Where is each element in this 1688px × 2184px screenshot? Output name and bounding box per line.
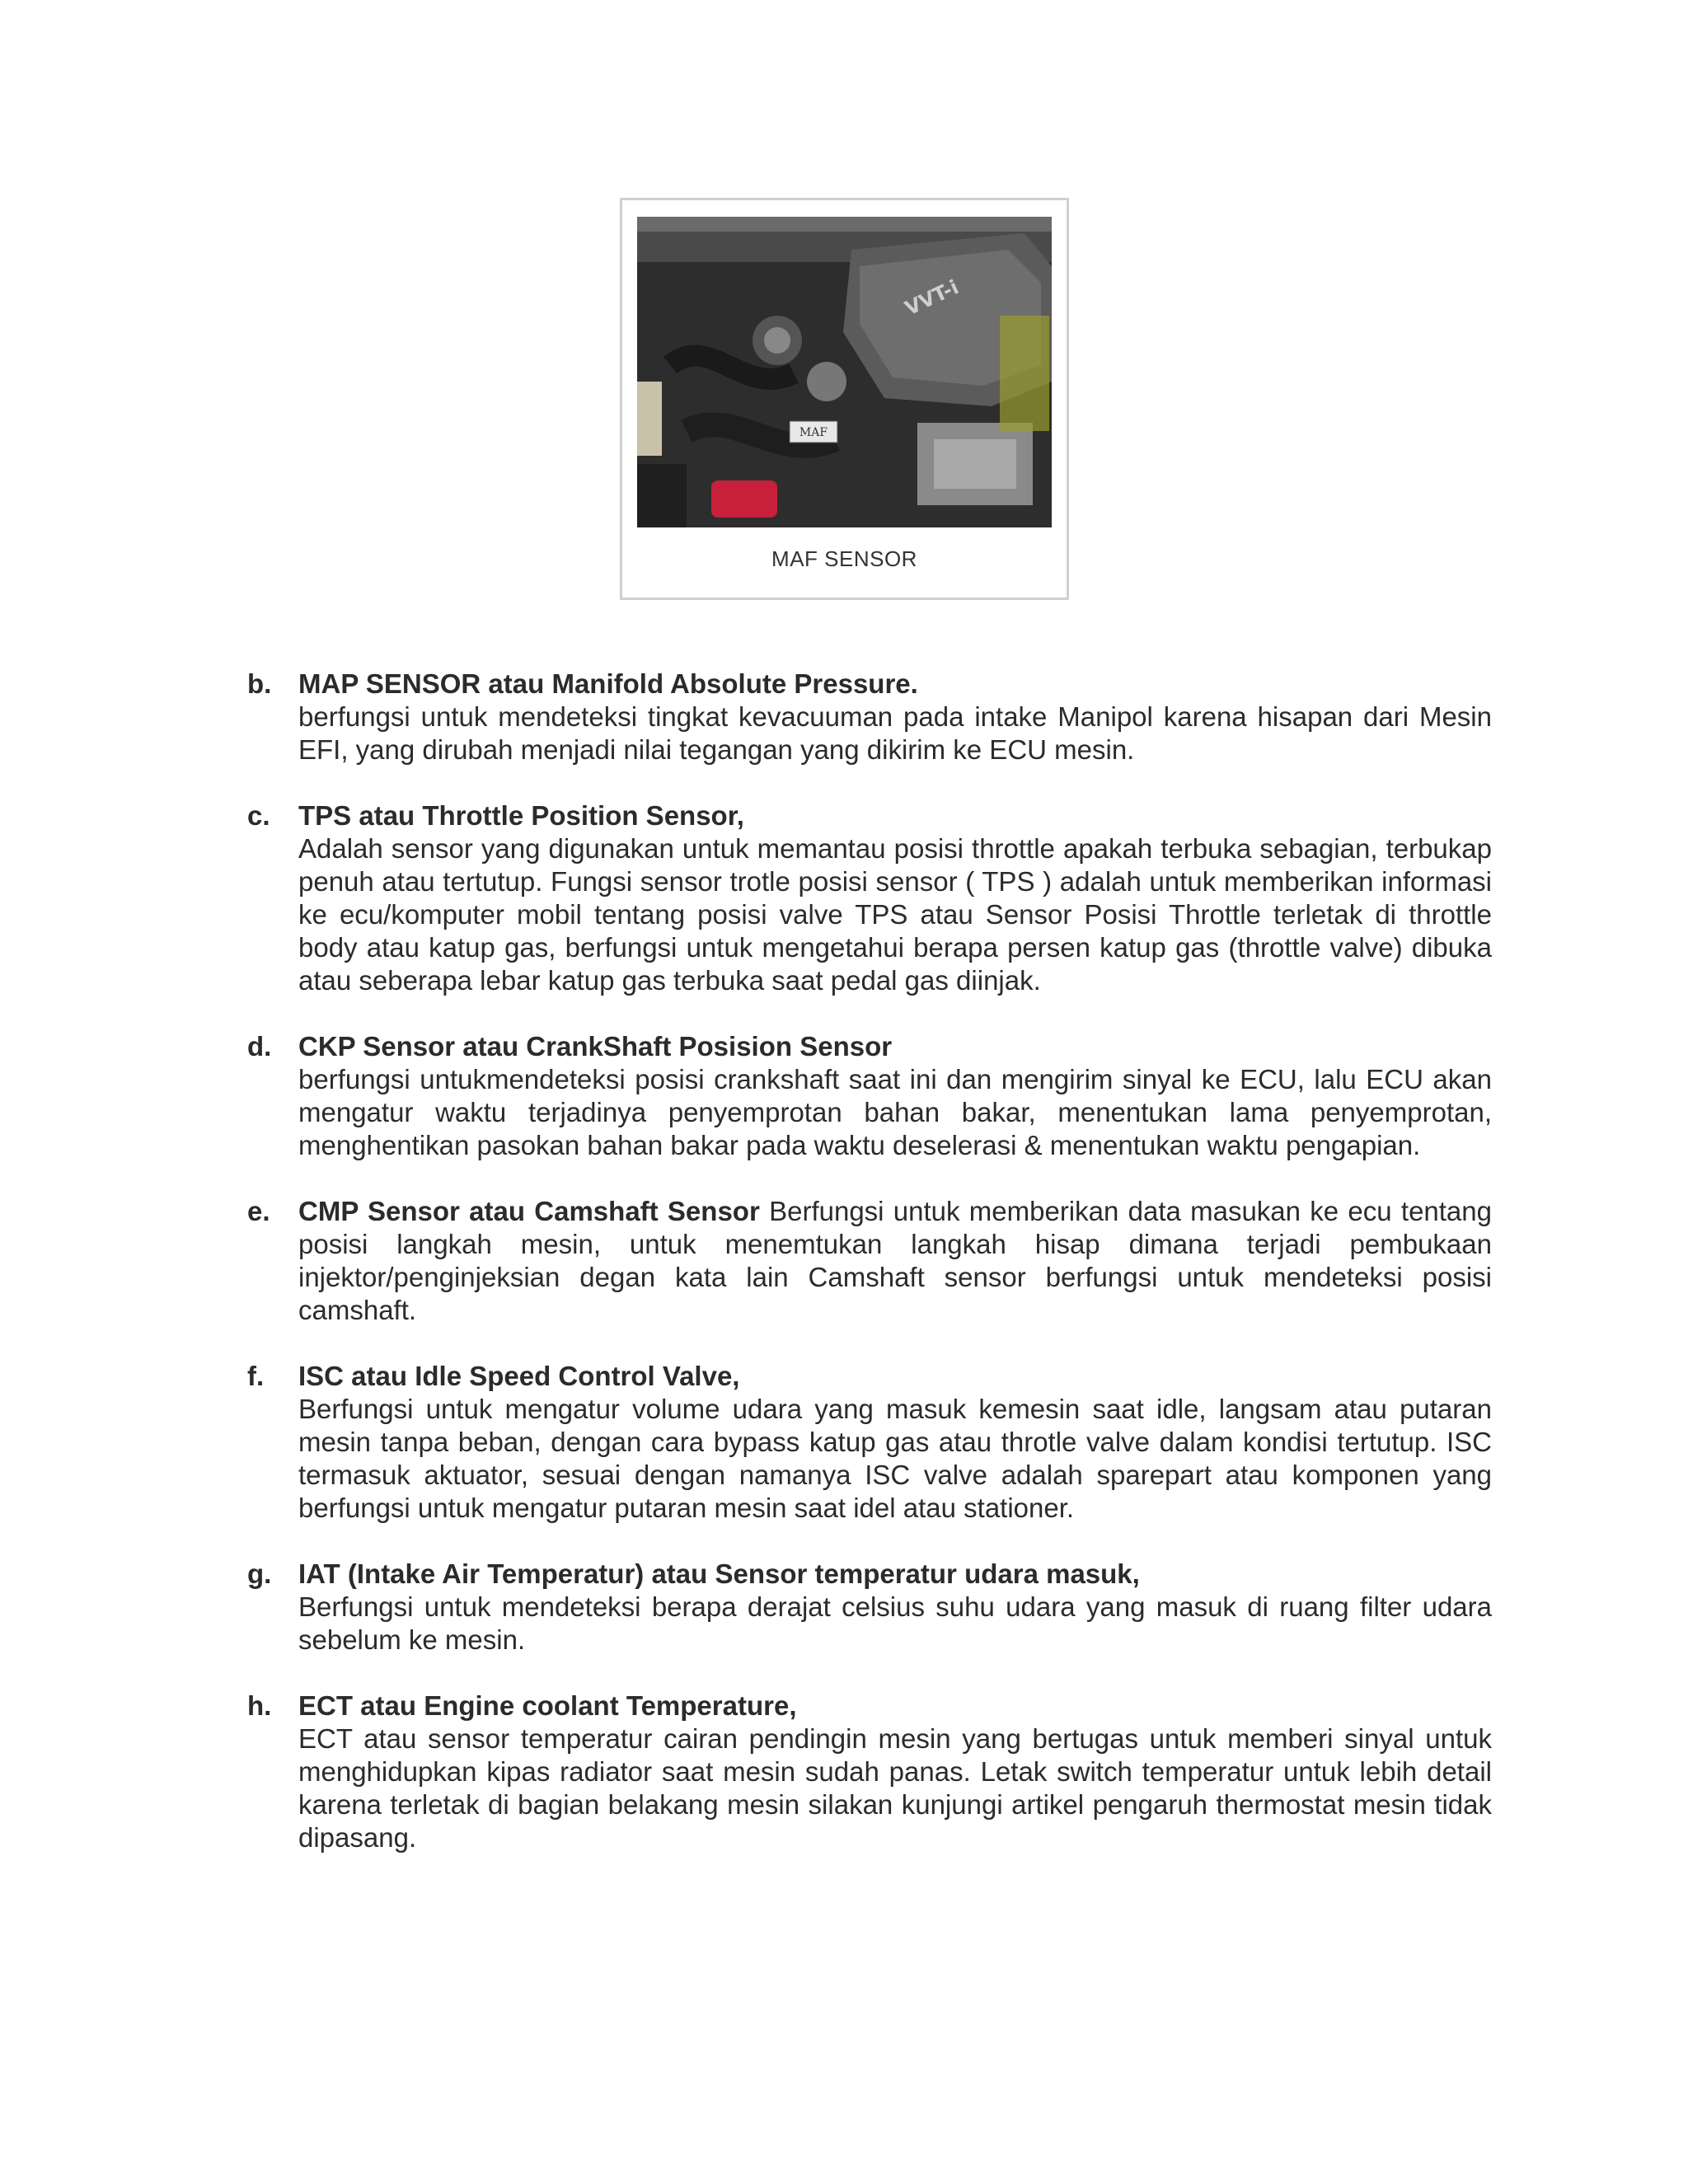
item-heading: CMP Sensor atau Camshaft Sensor [298, 1196, 760, 1226]
maf-sensor-photo [637, 217, 1052, 527]
item-letter: f. [247, 1361, 265, 1391]
item-letter: c. [247, 800, 270, 831]
photo-maf-label: MAF [799, 426, 828, 439]
item-heading: IAT (Intake Air Temperatur) atau Sensor temperatur udara masuk, [298, 1558, 1140, 1589]
list-item-ckp-sensor [247, 1030, 1492, 1162]
item-letter: b. [247, 668, 272, 699]
item-heading: ECT atau Engine coolant Temperature, [298, 1690, 797, 1721]
item-heading: CKP Sensor atau CrankShaft Posision Sensor [298, 1031, 893, 1062]
item-text [298, 1195, 1492, 1327]
list-item-cmp-sensor [247, 1195, 1492, 1327]
item-letter: h. [247, 1690, 272, 1721]
item-letter: e. [247, 1196, 270, 1226]
item-body: ECT atau sensor temperatur cairan pendingin mesin yang bertugas untuk memberi sinyal untuk menghidupkan kipas radiator saat mesin sudah panas. Letak switch temperatur untuk lebih detail karena terletak di bagian belakang mesin silakan kunjungi artikel pengaruh thermostat mesin tidak dipasang. [298, 1723, 1492, 1853]
list-item-iat-sensor [247, 1558, 1492, 1657]
item-heading: ISC atau Idle Speed Control Valve, [298, 1361, 740, 1391]
item-heading: MAP SENSOR atau Manifold Absolute Pressure. [298, 668, 918, 699]
figure-frame [620, 198, 1069, 600]
item-body: Adalah sensor yang digunakan untuk memantau posisi throttle apakah terbuka sebagian, terbukap penuh atau tertutup. Fungsi sensor trotle posisi sensor ( TPS ) adalah untuk memberikan informasi ke ecu/komputer mobil tentang posisi valve TPS atau Sensor Posisi Throttle terletak di throttle body atau katup gas, berfungsi untuk mengetahui berapa persen katup gas (throttle valve) dibuka atau seberapa lebar katup gas terbuka saat pedal gas diinjak. [298, 833, 1492, 996]
list-item-map-sensor [247, 668, 1492, 766]
photo-badge: VVT-i [901, 275, 963, 321]
engine-bay-illustration [637, 217, 1052, 527]
list-item-ect-sensor [247, 1690, 1492, 1854]
item-body: berfungsi untukmendeteksi posisi crankshaft saat ini dan mengirim sinyal ke ECU, lalu ECU akan mengatur waktu terjadinya penyemprotan bahan bakar, menentukan lama penyemprotan, menghentikan pasokan bahan bakar pada waktu deselerasi & menentukan waktu pengapian. [298, 1064, 1492, 1160]
item-letter: d. [247, 1031, 272, 1062]
item-body: berfungsi untuk mendeteksi tingkat kevacuuman pada intake Manipol karena hisapan dari Mesin EFI, yang dirubah menjadi nilai tegangan yang dikirim ke ECU mesin. [298, 701, 1492, 765]
item-body: Berfungsi untuk memberikan data masukan ke ecu tentang posisi langkah mesin, untuk menemtukan langkah hisap dimana terjadi pembukaan injektor/penginjeksian degan kata lain Camshaft sensor berfungsi untuk mendeteksi posisi camshaft. [298, 1196, 1492, 1325]
list-item-isc-valve [247, 1360, 1492, 1525]
sensor-list [247, 668, 1492, 1887]
item-body: Berfungsi untuk mendeteksi berapa derajat celsius suhu udara yang masuk di ruang filter udara sebelum ke mesin. [298, 1591, 1492, 1655]
item-letter: g. [247, 1558, 272, 1589]
item-heading: TPS atau Throttle Position Sensor, [298, 800, 744, 831]
figure-caption: MAF SENSOR [771, 546, 917, 571]
item-body: Berfungsi untuk mengatur volume udara yang masuk kemesin saat idle, langsam atau putaran mesin tanpa beban, dengan cara bypass katup gas atau throtle valve dalam kondisi tertutup. ISC termasuk aktuator, sesuai dengan namanya ISC valve adalah sparepart atau komponen yang berfungsi untuk mengatur putaran mesin saat idel atau stationer. [298, 1394, 1492, 1523]
list-item-tps [247, 799, 1492, 997]
